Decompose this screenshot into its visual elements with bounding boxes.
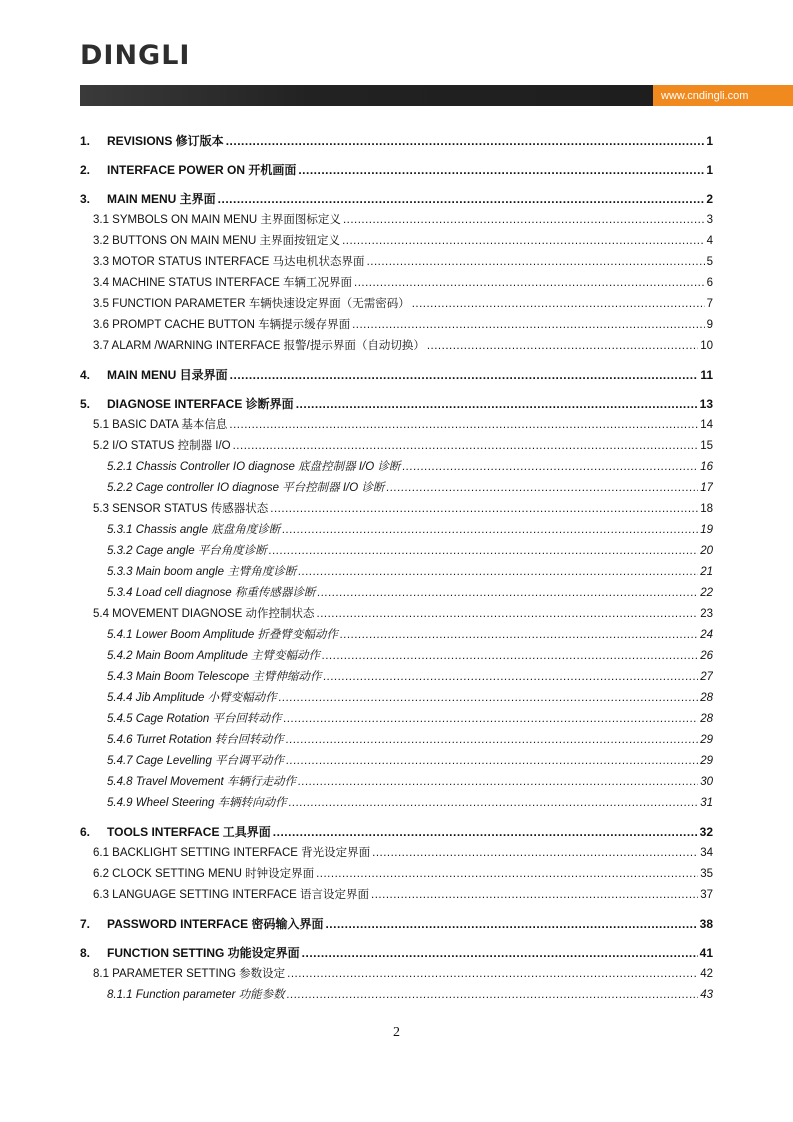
toc-leader-dots bbox=[325, 917, 697, 931]
toc-page-number: 22 bbox=[700, 587, 713, 599]
toc-entry-number: 4. bbox=[80, 368, 91, 382]
toc-entry-title: 5.3 SENSOR STATUS 传感器状态 bbox=[93, 503, 269, 515]
toc-page-number: 15 bbox=[700, 440, 713, 452]
toc-entry-level2[interactable] bbox=[80, 416, 713, 437]
toc-entry-title: 8.1.1 Function parameter 功能参数 bbox=[107, 989, 285, 1001]
dingli-logo: DINGLI bbox=[80, 40, 191, 71]
toc-entry-title: 5.4.9 Wheel Steering 车辆转向动作 bbox=[107, 797, 287, 809]
toc-leader-dots bbox=[218, 192, 705, 206]
toc-entry-level2[interactable] bbox=[80, 232, 713, 253]
toc-entry-title: TOOLS INTERFACE 工具界面 bbox=[107, 825, 271, 839]
toc-entry-level3[interactable] bbox=[80, 584, 713, 605]
toc-entry-title: 3.1 SYMBOLS ON MAIN MENU 主界面图标定义 bbox=[93, 214, 341, 226]
toc-entry-number: 7. bbox=[80, 917, 91, 931]
toc-entry-title: REVISIONS 修订版本 bbox=[107, 134, 224, 148]
table-of-contents bbox=[80, 124, 713, 1007]
toc-page-number: 30 bbox=[700, 776, 713, 788]
toc-page-number: 9 bbox=[706, 319, 713, 331]
toc-page-number: 18 bbox=[700, 503, 713, 515]
toc-entry-number: 1. bbox=[80, 134, 91, 148]
toc-entry-title: 3.5 FUNCTION PARAMETER 车辆快速设定界面（无需密码） bbox=[93, 298, 410, 310]
toc-page-number: 6 bbox=[706, 277, 713, 289]
toc-leader-dots bbox=[427, 340, 698, 352]
toc-entry-title: 5.4.1 Lower Boom Amplitude 折叠臂变幅动作 bbox=[107, 629, 338, 641]
toc-entry-level2[interactable] bbox=[80, 886, 713, 907]
toc-leader-dots bbox=[269, 545, 698, 557]
toc-leader-dots bbox=[296, 397, 698, 411]
toc-leader-dots bbox=[317, 587, 698, 599]
toc-entry-number: 5. bbox=[80, 397, 91, 411]
toc-entry-level2[interactable] bbox=[80, 316, 713, 337]
toc-entry-title: 6.1 BACKLIGHT SETTING INTERFACE 背光设定界面 bbox=[93, 847, 371, 859]
toc-entry-level3[interactable] bbox=[80, 731, 713, 752]
toc-entry-title: PASSWORD INTERFACE 密码输入界面 bbox=[107, 917, 324, 931]
toc-leader-dots bbox=[322, 650, 698, 662]
toc-entry-title: 3.2 BUTTONS ON MAIN MENU 主界面按钮定义 bbox=[93, 235, 341, 247]
toc-entry-level2[interactable] bbox=[80, 605, 713, 626]
toc-leader-dots bbox=[273, 825, 698, 839]
header-band-dark bbox=[80, 85, 653, 106]
toc-leader-dots bbox=[270, 503, 698, 515]
toc-leader-dots bbox=[352, 319, 705, 331]
toc-leader-dots bbox=[302, 946, 698, 960]
toc-page-number: 43 bbox=[700, 989, 713, 1001]
toc-entry-level2[interactable] bbox=[80, 295, 713, 316]
toc-leader-dots bbox=[279, 692, 699, 704]
header-band bbox=[80, 85, 793, 106]
toc-page-number: 27 bbox=[700, 671, 713, 683]
toc-entry-title: 6.2 CLOCK SETTING MENU 时钟设定界面 bbox=[93, 868, 315, 880]
toc-page-number: 16 bbox=[700, 461, 713, 473]
toc-page-number: 19 bbox=[700, 524, 713, 536]
toc-page-number: 26 bbox=[700, 650, 713, 662]
toc-page-number: 2 bbox=[706, 192, 713, 206]
toc-entry-title: 5.2.2 Cage controller IO diagnose 平台控制器 I/O 诊断 bbox=[107, 482, 385, 494]
toc-entry-level3[interactable] bbox=[80, 458, 713, 479]
toc-entry-level3[interactable] bbox=[80, 521, 713, 542]
toc-entry-level3[interactable] bbox=[80, 647, 713, 668]
toc-entry-title: 5.3.3 Main boom angle 主臂角度诊断 bbox=[107, 566, 297, 578]
toc-entry-title: 5.1 BASIC DATA 基本信息 bbox=[93, 419, 228, 431]
toc-entry-number: 6. bbox=[80, 825, 91, 839]
toc-entry-level1[interactable] bbox=[80, 395, 713, 416]
toc-leader-dots bbox=[342, 235, 705, 247]
toc-leader-dots bbox=[317, 608, 699, 620]
toc-leader-dots bbox=[233, 440, 699, 452]
toc-page-number: 34 bbox=[700, 847, 713, 859]
toc-page-number: 21 bbox=[700, 566, 713, 578]
toc-entry-title: 3.7 ALARM /WARNING INTERFACE 报警/提示界面（自动切换） bbox=[93, 340, 425, 352]
toc-leader-dots bbox=[287, 989, 699, 1001]
toc-entry-title: 5.4.7 Cage Levelling 平台调平动作 bbox=[107, 755, 285, 767]
toc-entry-level2[interactable] bbox=[80, 253, 713, 274]
website-url[interactable]: www.cndingli.com bbox=[653, 85, 793, 106]
toc-entry-level2[interactable] bbox=[80, 844, 713, 865]
toc-entry-title: MAIN MENU 目录界面 bbox=[107, 368, 228, 382]
toc-entry-title: 5.2.1 Chassis Controller IO diagnose 底盘控制器 I/O 诊断 bbox=[107, 461, 401, 473]
toc-entry-level1[interactable] bbox=[80, 132, 713, 153]
toc-leader-dots bbox=[323, 671, 698, 683]
toc-entry-level3[interactable] bbox=[80, 773, 713, 794]
toc-entry-number: 8. bbox=[80, 946, 91, 960]
toc-entry-level3[interactable] bbox=[80, 668, 713, 689]
toc-leader-dots bbox=[412, 298, 705, 310]
toc-leader-dots bbox=[354, 277, 705, 289]
toc-entry-level2[interactable] bbox=[80, 337, 713, 358]
toc-page-number: 14 bbox=[700, 419, 713, 431]
toc-entry-level2[interactable] bbox=[80, 500, 713, 521]
toc-leader-dots bbox=[226, 134, 705, 148]
toc-page-number: 31 bbox=[700, 797, 713, 809]
toc-entry-level3[interactable] bbox=[80, 752, 713, 773]
toc-entry-level2[interactable] bbox=[80, 211, 713, 232]
toc-page-number: 37 bbox=[700, 889, 713, 901]
toc-entry-title: 5.4 MOVEMENT DIAGNOSE 动作控制状态 bbox=[93, 608, 315, 620]
toc-leader-dots bbox=[340, 629, 698, 641]
toc-entry-title: DIAGNOSE INTERFACE 诊断界面 bbox=[107, 397, 294, 411]
toc-entry-title: 6.3 LANGUAGE SETTING INTERFACE 语言设定界面 bbox=[93, 889, 370, 901]
toc-entry-title: MAIN MENU 主界面 bbox=[107, 192, 216, 206]
toc-page-number: 11 bbox=[700, 368, 713, 382]
toc-page-number: 32 bbox=[699, 825, 713, 839]
toc-entry-level3[interactable] bbox=[80, 563, 713, 584]
toc-page-number: 1 bbox=[706, 163, 713, 177]
toc-entry-level1[interactable] bbox=[80, 190, 713, 211]
toc-entry-title: 5.4.8 Travel Movement 车辆行走动作 bbox=[107, 776, 296, 788]
toc-leader-dots bbox=[386, 482, 698, 494]
toc-entry-title: 5.4.5 Cage Rotation 平台回转动作 bbox=[107, 713, 282, 725]
toc-entry-number: 2. bbox=[80, 163, 91, 177]
toc-entry-title: 5.3.1 Chassis angle 底盘角度诊断 bbox=[107, 524, 281, 536]
toc-entry-title: 3.6 PROMPT CACHE BUTTON 车辆提示缓存界面 bbox=[93, 319, 351, 331]
toc-entry-title: FUNCTION SETTING 功能设定界面 bbox=[107, 946, 300, 960]
toc-leader-dots bbox=[343, 214, 705, 226]
toc-leader-dots bbox=[298, 566, 698, 578]
toc-entry-title: 8.1 PARAMETER SETTING 参数设定 bbox=[93, 968, 286, 980]
toc-entry-title: 5.2 I/O STATUS 控制器 I/O bbox=[93, 440, 231, 452]
toc-entry-title: INTERFACE POWER ON 开机画面 bbox=[107, 163, 297, 177]
toc-entry-title: 5.4.3 Main Boom Telescope 主臂伸缩动作 bbox=[107, 671, 322, 683]
toc-leader-dots bbox=[286, 734, 698, 746]
toc-page-number: 13 bbox=[699, 397, 713, 411]
toc-entry-level3[interactable] bbox=[80, 794, 713, 815]
toc-page-number: 3 bbox=[706, 214, 713, 226]
toc-page-number: 24 bbox=[700, 629, 713, 641]
toc-leader-dots bbox=[229, 419, 698, 431]
toc-entry-number: 3. bbox=[80, 192, 91, 206]
toc-leader-dots bbox=[230, 368, 699, 382]
toc-entry-level3[interactable] bbox=[80, 986, 713, 1007]
toc-page-number: 28 bbox=[700, 692, 713, 704]
toc-page-number: 10 bbox=[700, 340, 713, 352]
toc-leader-dots bbox=[371, 889, 698, 901]
toc-page-number: 7 bbox=[706, 298, 713, 310]
toc-entry-level3[interactable] bbox=[80, 542, 713, 563]
toc-page-number: 17 bbox=[700, 482, 713, 494]
toc-entry-title: 5.4.2 Main Boom Amplitude 主臂变幅动作 bbox=[107, 650, 321, 662]
toc-leader-dots bbox=[372, 847, 698, 859]
toc-page-number: 23 bbox=[700, 608, 713, 620]
toc-entry-title: 3.4 MACHINE STATUS INTERFACE 车辆工况界面 bbox=[93, 277, 352, 289]
toc-leader-dots bbox=[286, 755, 698, 767]
toc-entry-title: 5.3.4 Load cell diagnose 称重传感器诊断 bbox=[107, 587, 316, 599]
toc-leader-dots bbox=[367, 256, 705, 268]
toc-page-number: 5 bbox=[706, 256, 713, 268]
toc-entry-level1[interactable] bbox=[80, 161, 713, 182]
toc-entry-level1[interactable] bbox=[80, 944, 713, 965]
toc-page-number: 38 bbox=[699, 917, 713, 931]
toc-leader-dots bbox=[289, 797, 699, 809]
toc-page-number: 29 bbox=[700, 734, 713, 746]
toc-entry-level2[interactable] bbox=[80, 437, 713, 458]
toc-page-number: 28 bbox=[700, 713, 713, 725]
toc-entry-level3[interactable] bbox=[80, 689, 713, 710]
toc-entry-title: 3.3 MOTOR STATUS INTERFACE 马达电机状态界面 bbox=[93, 256, 365, 268]
toc-entry-level2[interactable] bbox=[80, 274, 713, 295]
toc-page-number: 20 bbox=[700, 545, 713, 557]
toc-entry-level2[interactable] bbox=[80, 865, 713, 886]
toc-leader-dots bbox=[284, 713, 699, 725]
toc-entry-level3[interactable] bbox=[80, 479, 713, 500]
toc-leader-dots bbox=[287, 968, 698, 980]
toc-page-number: 41 bbox=[699, 946, 713, 960]
toc-entry-level1[interactable] bbox=[80, 823, 713, 844]
toc-page-number: 35 bbox=[700, 868, 713, 880]
toc-page-number: 29 bbox=[700, 755, 713, 767]
toc-entry-level1[interactable] bbox=[80, 366, 713, 387]
toc-leader-dots bbox=[298, 776, 698, 788]
toc-page-number: 1 bbox=[706, 134, 713, 148]
toc-entry-level3[interactable] bbox=[80, 710, 713, 731]
toc-entry-level1[interactable] bbox=[80, 915, 713, 936]
page-number: 2 bbox=[393, 1025, 400, 1040]
toc-leader-dots bbox=[402, 461, 698, 473]
toc-page-number: 4 bbox=[706, 235, 713, 247]
toc-leader-dots bbox=[298, 163, 704, 177]
toc-entry-level3[interactable] bbox=[80, 626, 713, 647]
toc-entry-level2[interactable] bbox=[80, 965, 713, 986]
toc-entry-title: 5.4.6 Turret Rotation 转台回转动作 bbox=[107, 734, 284, 746]
toc-leader-dots bbox=[316, 868, 698, 880]
toc-page-number: 42 bbox=[700, 968, 713, 980]
toc-entry-title: 5.4.4 Jib Amplitude 小臂变幅动作 bbox=[107, 692, 277, 704]
toc-leader-dots bbox=[282, 524, 698, 536]
toc-entry-title: 5.3.2 Cage angle 平台角度诊断 bbox=[107, 545, 267, 557]
